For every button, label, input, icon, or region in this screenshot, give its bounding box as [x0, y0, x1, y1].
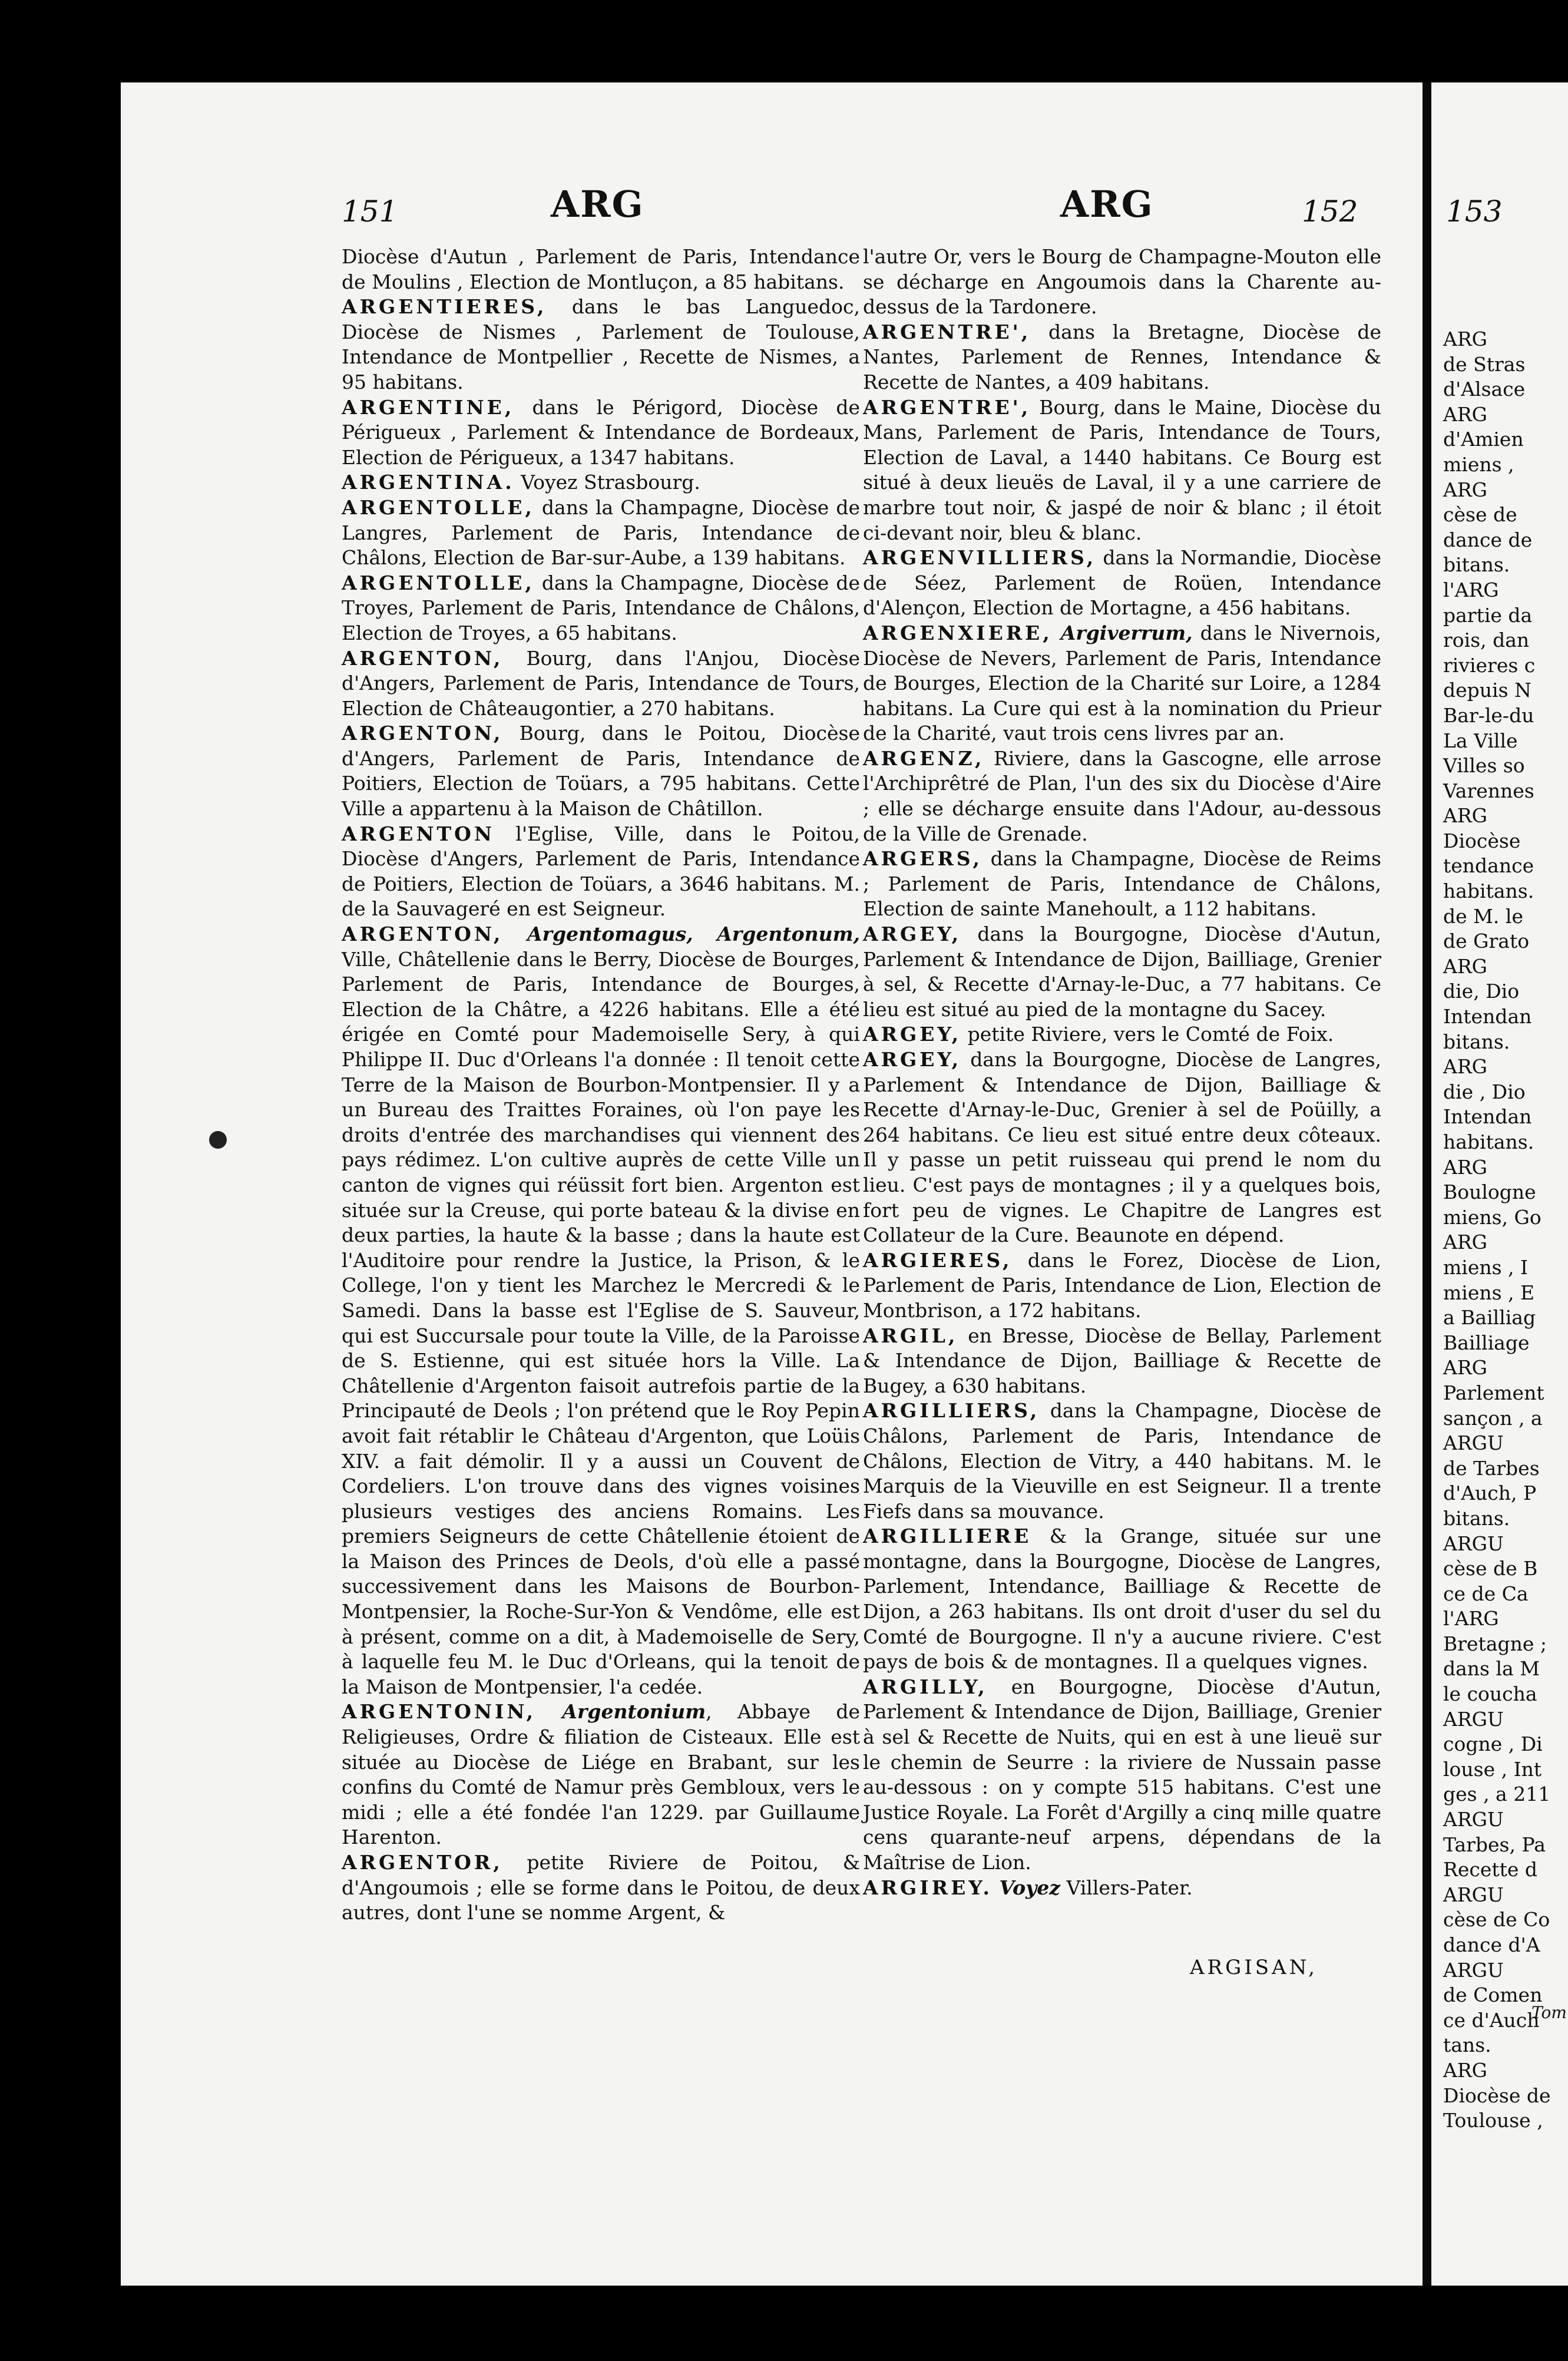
entry-headword: ARGENTOLLE,	[342, 495, 535, 519]
next-page-line: miens, Go	[1443, 1205, 1541, 1229]
next-page-line: Bailliage	[1443, 1331, 1530, 1354]
next-page-line: de Stras	[1443, 352, 1526, 376]
dictionary-entry	[863, 1248, 1381, 1324]
running-header-right: ARG	[1060, 183, 1154, 226]
entry-latin-name: Argentomagus, Argentonum,	[503, 922, 860, 946]
next-page-line: habitans.	[1443, 1130, 1534, 1153]
entry-text: Ville, Châtellenie dans le Berry, Diocèse de Bourges, Parlement de Paris, Intendance de Bourges, Election de la Châtre, a 4226 habitans. Elle a été érigée en Comté pour Mademoiselle Sery, à qui Philippe II. Duc d'Orleans l'a donnée : Il tenoit cette Terre de la Maison de Bourbon-Montpensier. Il y a un Bureau des Traittes Foraines, où l'on paye les droits d'entrée des marchandises qui viennent des pays rédimez. L'on cultive auprès de cette Ville un canton de vignes qui réüssit fort bien. Argenton est située sur la Creuse, qui porte bateau & la divise en deux parties, la haute & la basse ; dans la haute est l'Auditoire pour rendre la Justice, la Prison, & le College, l'on y tient les Marchez le Mercredi & le Samedi. Dans la basse est l'Eglise de S. Sauveur, qui est Succursale pour toute la Ville, de la Paroisse de S. Estienne, qui est située hors la Ville. La Châtellenie d'Argenton faisoit autrefois partie de la Principauté de Deols ; l'on prétend que le Roy Pepin avoit fait rétablir le Château d'Argenton, que Loüis XIV. a fait démolir. Il y a aussi un Couvent de Cordeliers. L'on trouve dans des vignes voisines plusieurs vestiges des anciens Romains. Les premiers Seigneurs de cette Châtellenie étoient de la Maison des Princes de Deols, d'où elle a passé successivement dans les Maisons de Bourbon-Montpensier, la Roche-Sur-Yon & Vendôme, elle est à présent, comme on a dit, à Mademoiselle de Sery, à laquelle feu M. le Duc d'Orleans, qui la tenoit de la Maison de Montpensier, l'a cedée.	[342, 947, 860, 1698]
next-page-line: ARG	[1443, 328, 1488, 350]
dictionary-entry	[863, 545, 1381, 621]
dictionary-entry	[863, 1876, 1381, 1901]
entry-headword: ARGEY,	[863, 1023, 962, 1046]
entry-text: dans la Bourgogne, Diocèse de Langres, Parlement & Intendance de Dijon, Bailliage & Recette d'Arnay-le-Duc, Grenier à sel de Poüilly, a 264 habitans. Ce lieu est situé entre deux côteaux. Il y passe un petit ruisseau qui prend le nom du lieu. C'est pays de montagnes ; il y a quelques bois, fort peu de vignes. Le Chapitre de Langres est Collateur de la Cure. Beaunote en dépend.	[863, 1048, 1381, 1247]
entry-text: dans le bas Languedoc, Diocèse de Nismes , Parlement de Toulouse, Intendance de Montpellier , Recette de Nismes, a 95 habitans.	[342, 295, 860, 394]
next-page-line: le coucha	[1443, 1682, 1537, 1706]
dictionary-entry	[863, 1675, 1381, 1876]
entry-text: l'autre Or, vers le Bourg de Champagne-Mouton elle se décharge en Angoumois dans la Charente au-dessus de la Tardonere.	[863, 245, 1381, 319]
entry-text: Riviere, dans la Gascogne, elle arrose l'Archiprêtré de Plan, l'un des six du Diocèse d'Aire ; elle se décharge ensuite dans l'Adour, au-dessous de la Ville de Grenade.	[863, 746, 1381, 845]
next-page-line: cèse de B	[1443, 1557, 1538, 1580]
next-page-line: ARG	[1443, 1155, 1488, 1179]
entry-headword: ARGILLIERS,	[863, 1399, 1040, 1423]
next-page-line: Parlement	[1443, 1381, 1544, 1404]
next-page-line: Villes so	[1443, 754, 1525, 778]
next-page-line: d'Alsace	[1443, 378, 1526, 401]
entry-text: , Abbaye de Religieuses, Ordre & filiation de Cisteaux. Elle est située au Diocèse de Liége en Brabant, sur les confins du Comté de Namur près Gembloux, vers le midi ; elle a été fondée l'an 1229. par Guillaume Harenton.	[342, 1700, 860, 1849]
dictionary-entry	[342, 721, 860, 821]
next-page-line: ARGU	[1443, 1707, 1504, 1731]
dictionary-entry	[342, 646, 860, 722]
entry-text: Voyez Strasbourg.	[514, 471, 700, 494]
entry-headword: ARGILLIERE	[863, 1525, 1032, 1548]
entry-headword: ARGIREY.	[863, 1876, 993, 1899]
entry-text: Bourg, dans l'Anjou, Diocèse d'Angers, Parlement de Paris, Intendance de Tours, Election de Châteaugontier, a 270 habitans.	[342, 646, 860, 720]
entry-headword: ARGENTOLLE,	[342, 571, 535, 594]
next-page-line: ARG	[1443, 1231, 1488, 1254]
next-page-line: de Grato	[1443, 930, 1530, 953]
next-page-line: miens , I	[1443, 1255, 1529, 1279]
dictionary-entry	[863, 922, 1381, 1022]
running-header-left: ARG	[551, 183, 644, 226]
next-page-line: bitans.	[1443, 1030, 1510, 1053]
entry-headword: ARGENZ,	[863, 746, 985, 770]
entry-headword: ARGERS,	[863, 847, 983, 871]
dictionary-entry	[863, 746, 1381, 846]
next-page-line: Bretagne ;	[1443, 1632, 1547, 1655]
next-page-line: rivieres c	[1443, 653, 1536, 677]
entry-text: Diocèse d'Autun , Parlement de Paris, Intendance de Moulins , Election de Montluçon, a 85 habitans.	[342, 245, 860, 293]
entry-headword: ARGENTIERES,	[342, 295, 547, 319]
next-page-line: ARG	[1443, 402, 1488, 426]
dictionary-entry	[342, 1699, 860, 1850]
next-page-line: a Bailliag	[1443, 1306, 1536, 1330]
entry-text: dans la Bretagne, Diocèse de Nantes, Parlement de Rennes, Intendance & Recette de Nantes, a 409 habitans.	[863, 320, 1381, 394]
next-page-line: ges , a 211	[1443, 1783, 1551, 1806]
next-page-line: depuis N	[1443, 679, 1531, 702]
entry-text: dans le Périgord, Diocèse de Périgueux , Parlement & Intendance de Bordeaux, Election de Périgueux, a 1347 habitans.	[342, 395, 860, 469]
entry-text: dans le Forez, Diocèse de Lion, Parlement de Paris, Intendance de Lion, Election de Montbrison, a 172 habitans.	[863, 1248, 1381, 1322]
entry-headword: ARGENXIERE,	[863, 621, 1053, 644]
next-page-line: Tarbes, Pa	[1443, 1833, 1546, 1856]
dictionary-entry	[342, 470, 860, 495]
entry-text: dans le Nivernois, Diocèse de Nevers, Parlement de Paris, Intendance de Bourges, Election de la Charité sur Loire, a 1284 habitans. La Cure qui est à la nomination du Prieur de la Charité, vaut trois cens livres par an.	[863, 621, 1381, 745]
entry-headword: ARGENTON	[342, 822, 495, 845]
entry-headword: ARGENTRE',	[863, 320, 1031, 343]
entry-text: en Bourgogne, Diocèse d'Autun, Parlement & Intendance de Dijon, Bailliage, Grenier à sel & Recette de Nuits, qui en est à une lieuë sur le chemin de Seurre : la riviere de Nussain passe au-dessous : on y compte 515 habitans. C'est une Justice Royale. La Forêt d'Argilly a cinq mille quatre cens quarante-neuf arpens, dépendans de la Maîtrise de Lion.	[863, 1675, 1381, 1874]
next-page-line: Toulouse ,	[1443, 2109, 1543, 2132]
entry-text: dans la Champagne, Diocèse de Langres, Parlement de Paris, Intendance de Châlons, Election de Bar-sur-Aube, a 139 habitans.	[342, 495, 860, 570]
next-page-line: ce d'Auch	[1443, 2008, 1540, 2032]
next-page-line: ARG	[1443, 954, 1488, 978]
next-page-line: Bar-le-du	[1443, 703, 1534, 727]
dictionary-entry	[342, 571, 860, 646]
next-page-line: l'ARG	[1443, 1607, 1499, 1631]
dictionary-entry	[863, 1047, 1381, 1248]
next-page-line: tendance	[1443, 854, 1534, 878]
entry-text: & la Grange, située sur une montagne, dans la Bourgogne, Diocèse de Langres, Parlement, Intendance, Bailliage & Recette de Dijon, a 263 habitans. Ils ont droit d'user du sel du Comté de Bourgogne. Il n'y a aucune riviere. C'est pays de bois & de montagnes. Il a quelques vignes.	[863, 1525, 1381, 1674]
next-page-line: Recette d	[1443, 1858, 1538, 1881]
next-page-line: die, Dio	[1443, 980, 1520, 1003]
page-number-next: 153	[1446, 194, 1503, 229]
dictionary-entry	[863, 621, 1381, 746]
next-page-line: ARG	[1443, 2058, 1488, 2082]
next-page-line: ARGU	[1443, 1431, 1504, 1455]
entry-latin-name: Argentonium	[535, 1700, 706, 1724]
next-page-line: ARG	[1443, 1055, 1488, 1079]
entry-text: dans la Normandie, Diocèse de Séez, Parlement de Roüen, Intendance d'Alençon, Election de Mortagne, a 456 habitans.	[863, 546, 1381, 620]
next-page-line: ARGU	[1443, 1808, 1504, 1831]
dictionary-entry	[342, 244, 860, 295]
entry-text: dans la Champagne, Diocèse de Reims ; Parlement de Paris, Intendance de Châlons, Election de sainte Manehoult, a 112 habitans.	[863, 847, 1381, 921]
dictionary-entry	[863, 1324, 1381, 1399]
next-page-line: Boulogne	[1443, 1180, 1536, 1204]
dictionary-entry	[342, 922, 860, 1699]
entry-latin-name: Voyez	[993, 1876, 1061, 1899]
dictionary-entry	[863, 320, 1381, 395]
next-page-line: bitans.	[1443, 1506, 1510, 1530]
entry-headword: ARGEY,	[863, 1048, 962, 1071]
entry-headword: ARGENTONIN,	[342, 1700, 536, 1724]
next-page-line: partie da	[1443, 603, 1533, 627]
dictionary-entry	[342, 395, 860, 471]
next-page-line: ARG	[1443, 478, 1488, 501]
book-gutter	[1423, 82, 1431, 2286]
next-page-line: La Ville	[1443, 729, 1518, 752]
next-page-line: ARG	[1443, 804, 1488, 828]
entry-text: dans la Bourgogne, Diocèse d'Autun, Parlement & Intendance de Dijon, Bailliage, Grenier à sel, & Recette d'Arnay-le-Duc, a 77 habitans. Ce lieu est situé au pied de la montagne du Sacey.	[863, 922, 1381, 1021]
next-page-line: d'Amien	[1443, 428, 1524, 451]
next-page-line: Diocèse de	[1443, 2084, 1551, 2107]
text-column-left	[342, 244, 860, 1926]
next-page-line: Intendan	[1443, 1005, 1532, 1029]
entry-headword: ARGENTINE,	[342, 395, 515, 419]
next-page-line: de M. le	[1443, 904, 1523, 928]
entry-text: Villers-Pater.	[1060, 1876, 1193, 1899]
next-page-footer: Tom	[1531, 2003, 1567, 2022]
next-page-line: Intendan	[1443, 1105, 1532, 1129]
dictionary-entry	[342, 495, 860, 571]
entry-headword: ARGIERES,	[863, 1248, 1013, 1272]
page-number-left: 151	[342, 194, 398, 229]
next-page-line: miens , E	[1443, 1281, 1535, 1304]
next-page-line: tans.	[1443, 2033, 1491, 2057]
page-number-right: 152	[1302, 194, 1358, 229]
entry-text: Bourg, dans le Poitou, Diocèse d'Angers, Parlement de Paris, Intendance de Poitiers, Election de Toüars, a 795 habitans. Cette Ville a appartenu à la Maison de Châtillon.	[342, 722, 860, 821]
entry-headword: ARGILLY,	[863, 1675, 988, 1698]
next-page-line: bitans.	[1443, 553, 1510, 577]
entry-headword: ARGENTON,	[342, 646, 504, 670]
entry-headword: ARGIL,	[863, 1324, 958, 1347]
next-page-line: ARGU	[1443, 1532, 1504, 1555]
next-page-line: l'ARG	[1443, 578, 1499, 601]
next-page-line: ARGU	[1443, 1958, 1504, 1982]
next-page-line: louse , Int	[1443, 1757, 1542, 1781]
dictionary-entry	[863, 846, 1381, 922]
next-page-line: d'Auch, P	[1443, 1482, 1537, 1505]
next-page-sheet	[1431, 82, 1568, 2286]
next-page-line: dans la M	[1443, 1657, 1540, 1681]
entry-headword: ARGENTON,	[342, 722, 504, 745]
dictionary-entry	[342, 295, 860, 395]
entry-headword: ARGENVILLIERS,	[863, 546, 1097, 570]
next-page-line: Varennes	[1443, 779, 1534, 802]
entry-text: dans la Champagne, Diocèse de Troyes, Parlement de Paris, Intendance de Châlons, Election de Troyes, a 65 habitans.	[342, 571, 860, 644]
entry-text: l'Eglise, Ville, dans le Poitou, Diocèse d'Angers, Parlement de Paris, Intendance de Poitiers, Election de Toüars, a 3646 habitans. M. de la Sauvageré en est Seigneur.	[342, 822, 860, 921]
next-page-line: cèse de	[1443, 503, 1517, 527]
entry-headword: ARGEY,	[863, 922, 962, 946]
dictionary-entry	[863, 244, 1381, 320]
next-page-column	[1443, 327, 1568, 2134]
entry-text: dans la Champagne, Diocèse de Châlons, Parlement de Paris, Intendance de Châlons, Election de Vitry, a 440 habitans. M. le Marquis de la Vieuville en est Seigneur. Il a trente Fiefs dans sa mouvance.	[863, 1399, 1381, 1523]
dictionary-entry	[342, 822, 860, 922]
next-page-line: de Tarbes	[1443, 1456, 1540, 1480]
next-page-line: sançon , a	[1443, 1406, 1543, 1430]
ink-blot	[209, 1131, 227, 1149]
next-page-line: ARG	[1443, 1356, 1488, 1380]
next-page-line: de Comen	[1443, 1983, 1543, 2007]
next-page-line: cèse de Co	[1443, 1908, 1550, 1932]
next-page-line: rois, dan	[1443, 629, 1530, 652]
next-page-line: dance d'A	[1443, 1933, 1540, 1956]
entry-headword: ARGENTRE',	[863, 395, 1031, 419]
entry-headword: ARGENTINA.	[342, 471, 515, 494]
dictionary-entry	[863, 395, 1381, 546]
dictionary-entry	[342, 1850, 860, 1926]
next-page-line: miens ,	[1443, 452, 1514, 476]
next-page-line: Diocèse	[1443, 829, 1521, 852]
entry-text: en Bresse, Diocèse de Bellay, Parlement & Intendance de Dijon, Bailliage & Recette de Bugey, a 630 habitans.	[863, 1324, 1381, 1397]
entry-headword: ARGENTON,	[342, 922, 504, 946]
next-page-line: ARGU	[1443, 1883, 1504, 1906]
dictionary-entry	[863, 1524, 1381, 1675]
entry-latin-name: Argiverrum,	[1052, 621, 1193, 644]
catchword: ARGISAN,	[1190, 1956, 1318, 1979]
entry-headword: ARGENTOR,	[342, 1851, 503, 1874]
next-page-line: habitans.	[1443, 879, 1534, 903]
next-page-line: die , Dio	[1443, 1080, 1526, 1103]
next-page-line: dance de	[1443, 528, 1533, 551]
entry-text: petite Riviere de Poitou, & d'Angoumois ; elle se forme dans le Poitou, de deux autres, dont l'une se nomme Argent, &	[342, 1851, 860, 1924]
text-column-right	[863, 244, 1381, 1900]
entry-text: Bourg, dans le Maine, Diocèse du Mans, Parlement de Paris, Intendance de Tours, Election de Laval, a 1440 habitans. Ce Bourg est situé à deux lieuës de Laval, il y a une carriere de marbre tout noir, & jaspé de noir & blanc ; il étoit ci-devant noir, bleu & blanc.	[863, 395, 1381, 544]
dictionary-entry	[863, 1022, 1381, 1047]
entry-text: petite Riviere, vers le Comté de Foix.	[961, 1023, 1334, 1046]
dictionary-entry	[863, 1398, 1381, 1524]
next-page-line: ce de Ca	[1443, 1582, 1529, 1605]
next-page-line: cogne , Di	[1443, 1732, 1543, 1756]
